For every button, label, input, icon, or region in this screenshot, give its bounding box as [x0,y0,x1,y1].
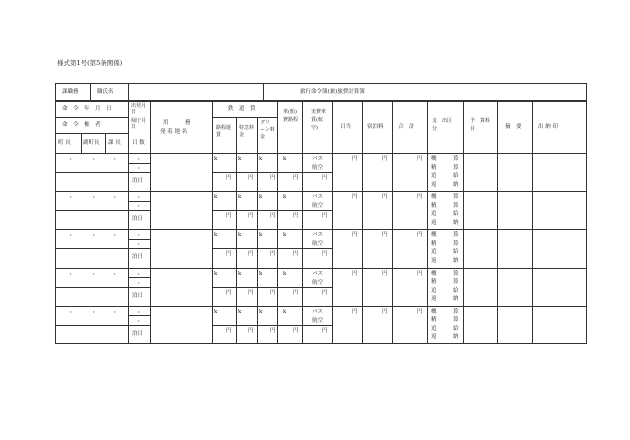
form-label: 様式第1号(第5条関係) [57,59,123,67]
sub-divider [55,248,128,249]
yen-label: 円 [322,289,328,296]
date-dot: ・ [136,318,142,325]
yen-label: 円 [270,175,276,181]
town-chief-header: 町 長 [58,140,71,146]
pay-type2: 納 [453,334,459,341]
yen-label: 円 [417,270,423,277]
sub-divider [128,172,150,173]
yen-label: 円 [382,156,388,162]
pay-type2: 算 [453,202,459,209]
pay-type: 返 [431,296,437,303]
pay-type: 返 [431,219,437,226]
pay-type2: 給 [453,325,459,332]
days-header: 日 数 [132,140,145,146]
date-dot: ・ [91,157,97,163]
date-dot: ・ [68,271,74,278]
air-label: 航空 [312,317,324,324]
date-dot: ・ [136,280,142,287]
yen-label: 円 [248,327,254,334]
pay-type: 追 [431,249,437,256]
km-label: k [238,308,242,315]
date-dot: ・ [136,195,142,202]
sub-divider [55,172,128,173]
date-dot: ・ [136,242,142,249]
km-label: k [238,194,242,201]
km-label: k [259,270,263,277]
yen-label: 円 [226,213,232,220]
pay-type2: 算 [453,156,459,162]
pay-type: 返 [431,334,437,341]
pay-type: 概 [431,308,437,315]
yen-label: 円 [322,327,328,334]
pay-type2: 納 [453,219,459,226]
yen-label: 円 [352,156,358,162]
date-dot: ・ [91,195,97,202]
return-header: 帰庁月日 [131,118,147,130]
pay-type2: 給 [453,249,459,256]
date-dot: ・ [68,195,74,202]
km-label: k [214,194,218,201]
date-dot: ・ [91,271,97,278]
row-divider [55,229,587,230]
pay-type2: 算 [453,317,459,324]
yen-label: 円 [226,289,232,296]
bus-label: バス [312,232,324,239]
yen-label: 円 [293,289,299,296]
pay-type: 精 [431,317,437,324]
pay-type2: 算 [453,270,459,277]
pay-type: 返 [431,181,437,188]
km-label: k [214,270,218,277]
yen-label: 円 [248,289,254,296]
pay-type2: 算 [453,308,459,315]
departure-header: 出発月日 [131,103,147,115]
actual-header: 実費車賃(航空) [311,109,327,131]
order-authority-header: 命 令 権 者 [62,122,101,128]
km-label: k [214,308,218,315]
yen-label: 円 [417,156,423,162]
km-label: k [259,232,263,239]
pay-type: 概 [431,156,437,162]
yen-label: 円 [322,213,328,220]
km-label: k [283,270,287,277]
seal-header: 出 納 印 [538,124,558,130]
km-label: k [259,308,263,315]
km-label: k [238,156,242,162]
sub-divider [55,210,128,211]
summary-header: 摘 要 [505,124,522,130]
business-header: 用 務 [163,120,191,126]
yen-label: 円 [270,289,276,296]
date-dot: ・ [136,166,142,172]
daily-header: 日当 [340,124,352,130]
railway-header: 鉄 道 賃 [228,106,256,112]
pay-type: 概 [431,232,437,239]
row-divider [55,306,587,307]
yen-label: 円 [270,251,276,258]
nights-label: 泊日 [132,330,144,337]
pay-type2: 納 [453,296,459,303]
green-header: グリーン料金 [260,120,275,140]
km-label: k [238,270,242,277]
date-dot: ・ [91,233,97,240]
date-dot: ・ [68,157,74,163]
km-label: k [214,156,218,162]
nights-label: 泊日 [132,254,144,261]
date-dot: ・ [112,195,118,202]
pay-type: 精 [431,164,437,171]
base-fare-header: 路程運賃 [216,125,232,138]
yen-label: 円 [322,175,328,181]
km-label: k [259,194,263,201]
sub-divider [55,287,128,288]
pay-type: 追 [431,287,437,294]
km-label: k [283,232,287,239]
date-dot: ・ [112,271,118,278]
date-dot: ・ [136,157,142,163]
date-dot: ・ [112,157,118,163]
lodging-header: 宿泊料 [367,124,384,130]
air-label: 航空 [312,241,324,248]
sub-divider [128,210,150,211]
order-date-header: 命 令 年 月 日 [62,106,112,112]
yen-label: 円 [382,308,388,315]
destination-header: 発 着 地 名 [160,129,188,135]
sub-divider [302,210,332,211]
yen-label: 円 [382,270,388,277]
name-title-label: 職氏名 [97,89,114,95]
nights-label: 泊日 [132,178,144,184]
km-label: k [283,194,287,201]
yen-label: 円 [248,213,254,220]
air-label: 航空 [312,203,324,210]
pay-type: 精 [431,279,437,286]
km-label: k [238,232,242,239]
express-header: 特急料金 [239,125,255,138]
sub-divider [302,172,332,173]
bus-label: バス [312,308,324,315]
nights-label: 泊日 [132,216,144,223]
pay-type2: 給 [453,287,459,294]
yen-label: 円 [293,175,299,181]
bus-label: バス [312,156,324,162]
vehicle-header: 車(船)費路程 [283,109,299,123]
total-header: 合 計 [398,124,415,130]
pay-type2: 算 [453,194,459,201]
yen-label: 円 [270,327,276,334]
yen-label: 円 [248,175,254,181]
pay-type: 返 [431,257,437,264]
yen-label: 円 [417,232,423,239]
km-label: k [283,308,287,315]
sub-divider [302,325,332,326]
yen-label: 円 [293,327,299,334]
pay-type: 精 [431,240,437,247]
pay-type: 追 [431,211,437,218]
km-label: k [214,232,218,239]
pay-type2: 給 [453,173,459,179]
pay-type: 追 [431,173,437,179]
date-dot: ・ [136,233,142,240]
row-divider [55,268,587,269]
yen-label: 円 [226,327,232,334]
bus-label: バス [312,270,324,277]
pay-type: 概 [431,270,437,277]
date-dot: ・ [112,309,118,316]
sub-divider [302,287,332,288]
sub-divider [302,248,332,249]
yen-label: 円 [293,251,299,258]
pay-type2: 納 [453,181,459,188]
doc-title: 旅行命令簿(兼)旅費計算簿 [300,89,365,95]
date-dot: ・ [112,233,118,240]
deputy-chief-header: 副町長 [83,140,100,146]
yen-label: 円 [382,232,388,239]
yen-label: 円 [352,308,358,315]
sub-divider [128,287,150,288]
sub-divider [55,325,128,326]
pay-type2: 給 [453,211,459,218]
yen-label: 円 [226,175,232,181]
yen-label: 円 [352,194,358,201]
date-dot: ・ [68,233,74,240]
yen-label: 円 [417,308,423,315]
budget-header: 予 算科 目 [470,118,496,132]
pay-type: 概 [431,194,437,201]
yen-label: 円 [352,270,358,277]
date-dot: ・ [91,309,97,316]
pay-type: 追 [431,325,437,332]
yen-label: 円 [270,213,276,220]
yen-label: 円 [417,194,423,201]
pay-type2: 算 [453,240,459,247]
pay-type2: 算 [453,279,459,286]
yen-label: 円 [226,251,232,258]
section-chief-header: 課 長 [108,140,121,146]
pay-type2: 算 [453,164,459,171]
nights-label: 泊日 [132,292,144,299]
yen-label: 円 [322,251,328,258]
yen-label: 円 [382,194,388,201]
payment-header: 支 出区 分 [432,118,458,132]
yen-label: 円 [293,213,299,220]
row-divider [55,191,587,192]
date-dot: ・ [136,309,142,316]
km-label: k [259,156,263,162]
date-dot: ・ [68,309,74,316]
pay-type2: 算 [453,232,459,239]
date-dot: ・ [136,204,142,211]
sub-divider [128,248,150,249]
pay-type: 精 [431,202,437,209]
yen-label: 円 [352,232,358,239]
air-label: 航空 [312,279,324,286]
km-label: k [283,156,287,162]
yen-label: 円 [248,251,254,258]
sub-divider [128,325,150,326]
date-dot: ・ [136,271,142,278]
air-label: 航空 [312,165,324,171]
dept-title-label: 課職務 [62,89,79,95]
bus-label: バス [312,194,324,201]
pay-type2: 納 [453,257,459,264]
